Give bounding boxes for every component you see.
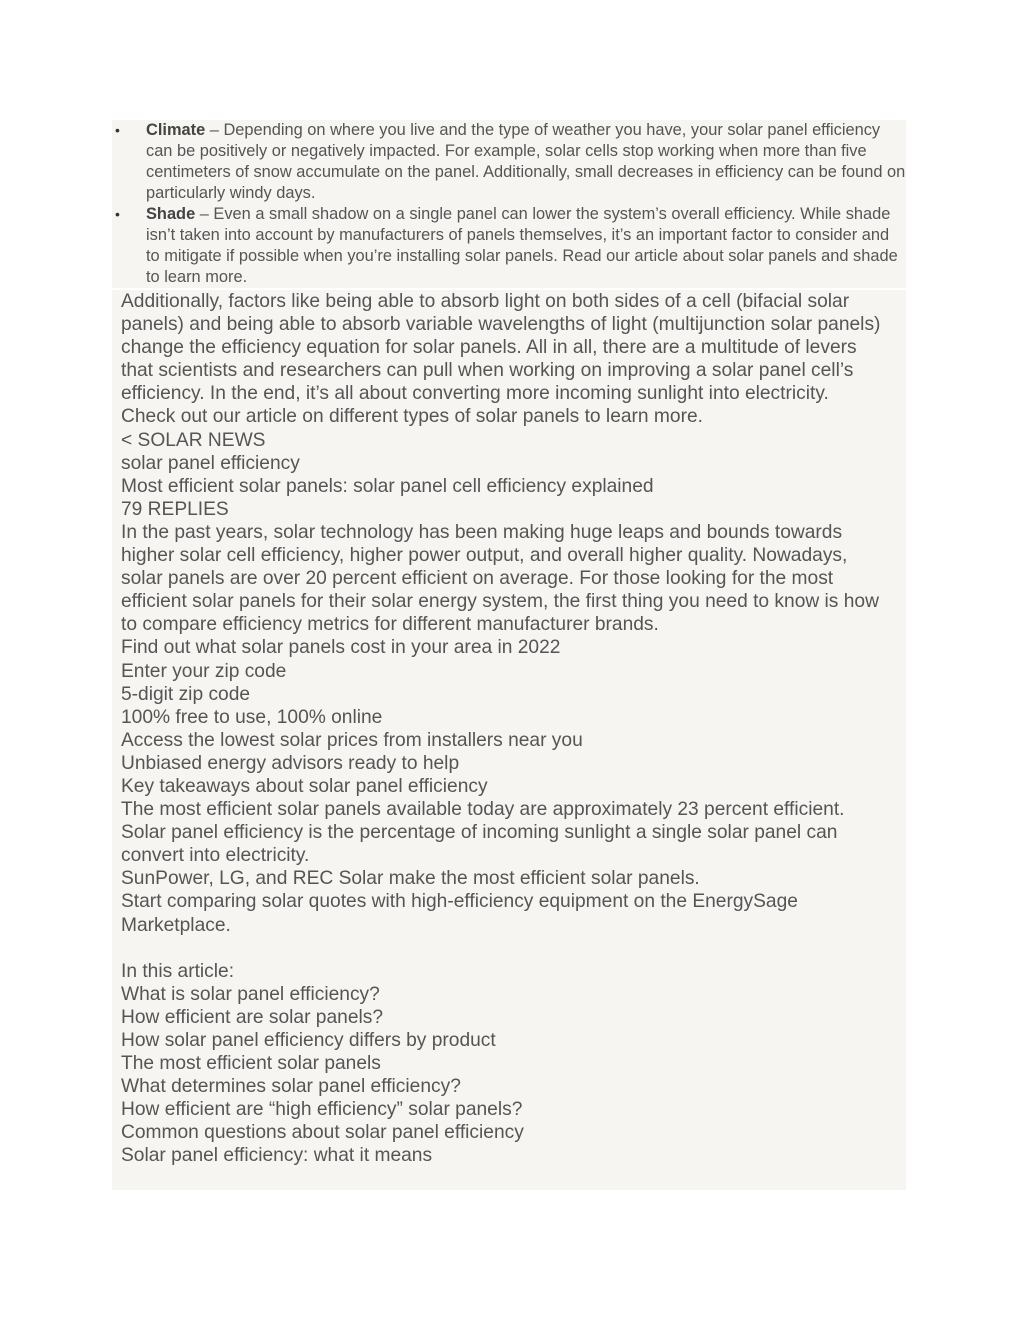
benefit-free: 100% free to use, 100% online — [121, 706, 383, 728]
paragraph-additionally: Additionally, factors like being able to absorb light on both sides of a cell (bifacial solar panels) and being able to absorb variable wavelengths of light (multijunction solar panels) change the efficiency equation for solar panels. All in all, there are a multitude of levers that scientists and researchers can pull when working on improving a solar panel cell’s efficiency. In the end, it’s all about converting more incoming sunlight into electricity. — [121, 291, 881, 405]
toc-link[interactable]: How solar panel efficiency differs by product — [121, 1030, 496, 1051]
bullet-text: – Even a small shadow on a single panel can lower the system’s overall efficiency. While shade isn’t taken into account by manufacturers of panels themselves, it’s an important factor to consider and to mitigate if possible when you’re installing solar panels. Read our article about solar panels and shade to learn more. — [146, 205, 898, 286]
toc-link[interactable]: What is solar panel efficiency? — [121, 983, 380, 1005]
solar-news-link[interactable]: < SOLAR NEWS — [121, 429, 266, 451]
bullet-dot: • — [115, 206, 120, 222]
bullet-dot: • — [115, 122, 120, 138]
takeaway-item: SunPower, LG, and REC Solar make the most efficient solar panels. — [121, 868, 700, 890]
benefit-access: Access the lowest solar prices from installers near you — [121, 729, 583, 751]
key-takeaways-heading: Key takeaways about solar panel efficiency — [121, 775, 488, 797]
toc-link[interactable]: How efficient are “high efficiency” solar panels? — [121, 1099, 523, 1121]
takeaway-item: Solar panel efficiency is the percentage of incoming sunlight a single solar panel can convert into electricity. — [121, 822, 838, 867]
replies-link[interactable]: 79 REPLIES — [121, 498, 229, 520]
toc-link[interactable]: Common questions about solar panel efficiency — [121, 1122, 524, 1144]
bullet-term: Shade — [146, 205, 196, 223]
toc-link[interactable]: What determines solar panel efficiency? — [121, 1076, 461, 1098]
article-body — [112, 290, 906, 1190]
blank-line — [121, 937, 906, 960]
toc-heading: In this article: — [121, 960, 235, 982]
factor-bullet-list — [112, 120, 906, 288]
bullet-term: Climate — [146, 121, 206, 139]
cost-heading: Find out what solar panels cost in your area in 2022 — [121, 637, 561, 659]
zip-label: Enter your zip code — [121, 660, 287, 682]
takeaway-item: Start comparing solar quotes with high-efficiency equipment on the EnergySage Marketplace. — [121, 891, 798, 936]
article-title: Most efficient solar panels: solar panel cell efficiency explained — [121, 475, 654, 497]
category-link[interactable]: solar panel efficiency — [121, 452, 300, 474]
takeaway-item: The most efficient solar panels available today are approximately 23 percent efficient. — [121, 799, 845, 821]
zip-field[interactable]: 5-digit zip code — [121, 683, 251, 705]
bullet-text: – Depending on where you live and the type of weather you have, your solar panel efficiency can be positively or negatively impacted. For example, solar cells stop working when more than five centimeters of snow accumulate on the panel. Additionally, small decreases in efficiency can be found on particularly windy days. — [146, 121, 906, 202]
bullet-item-climate — [112, 120, 906, 204]
types-link[interactable]: Check out our article on different types of solar panels to learn more. — [121, 406, 703, 428]
benefit-advisors: Unbiased energy advisors ready to help — [121, 752, 460, 774]
intro-paragraph: In the past years, solar technology has been making huge leaps and bounds towards higher solar cell efficiency, higher power output, and overall higher quality. Nowadays, solar panels are over 20 percent efficient on average. For those looking for the most efficient solar panels for their solar energy system, the first thing you need to know is how to compare efficiency metrics for different manufacturer brands. — [121, 521, 879, 636]
toc-link[interactable]: The most efficient solar panels — [121, 1053, 381, 1075]
toc-link[interactable]: How efficient are solar panels? — [121, 1006, 384, 1028]
toc-link[interactable]: Solar panel efficiency: what it means — [121, 1145, 433, 1167]
bullet-item-shade — [112, 204, 906, 288]
